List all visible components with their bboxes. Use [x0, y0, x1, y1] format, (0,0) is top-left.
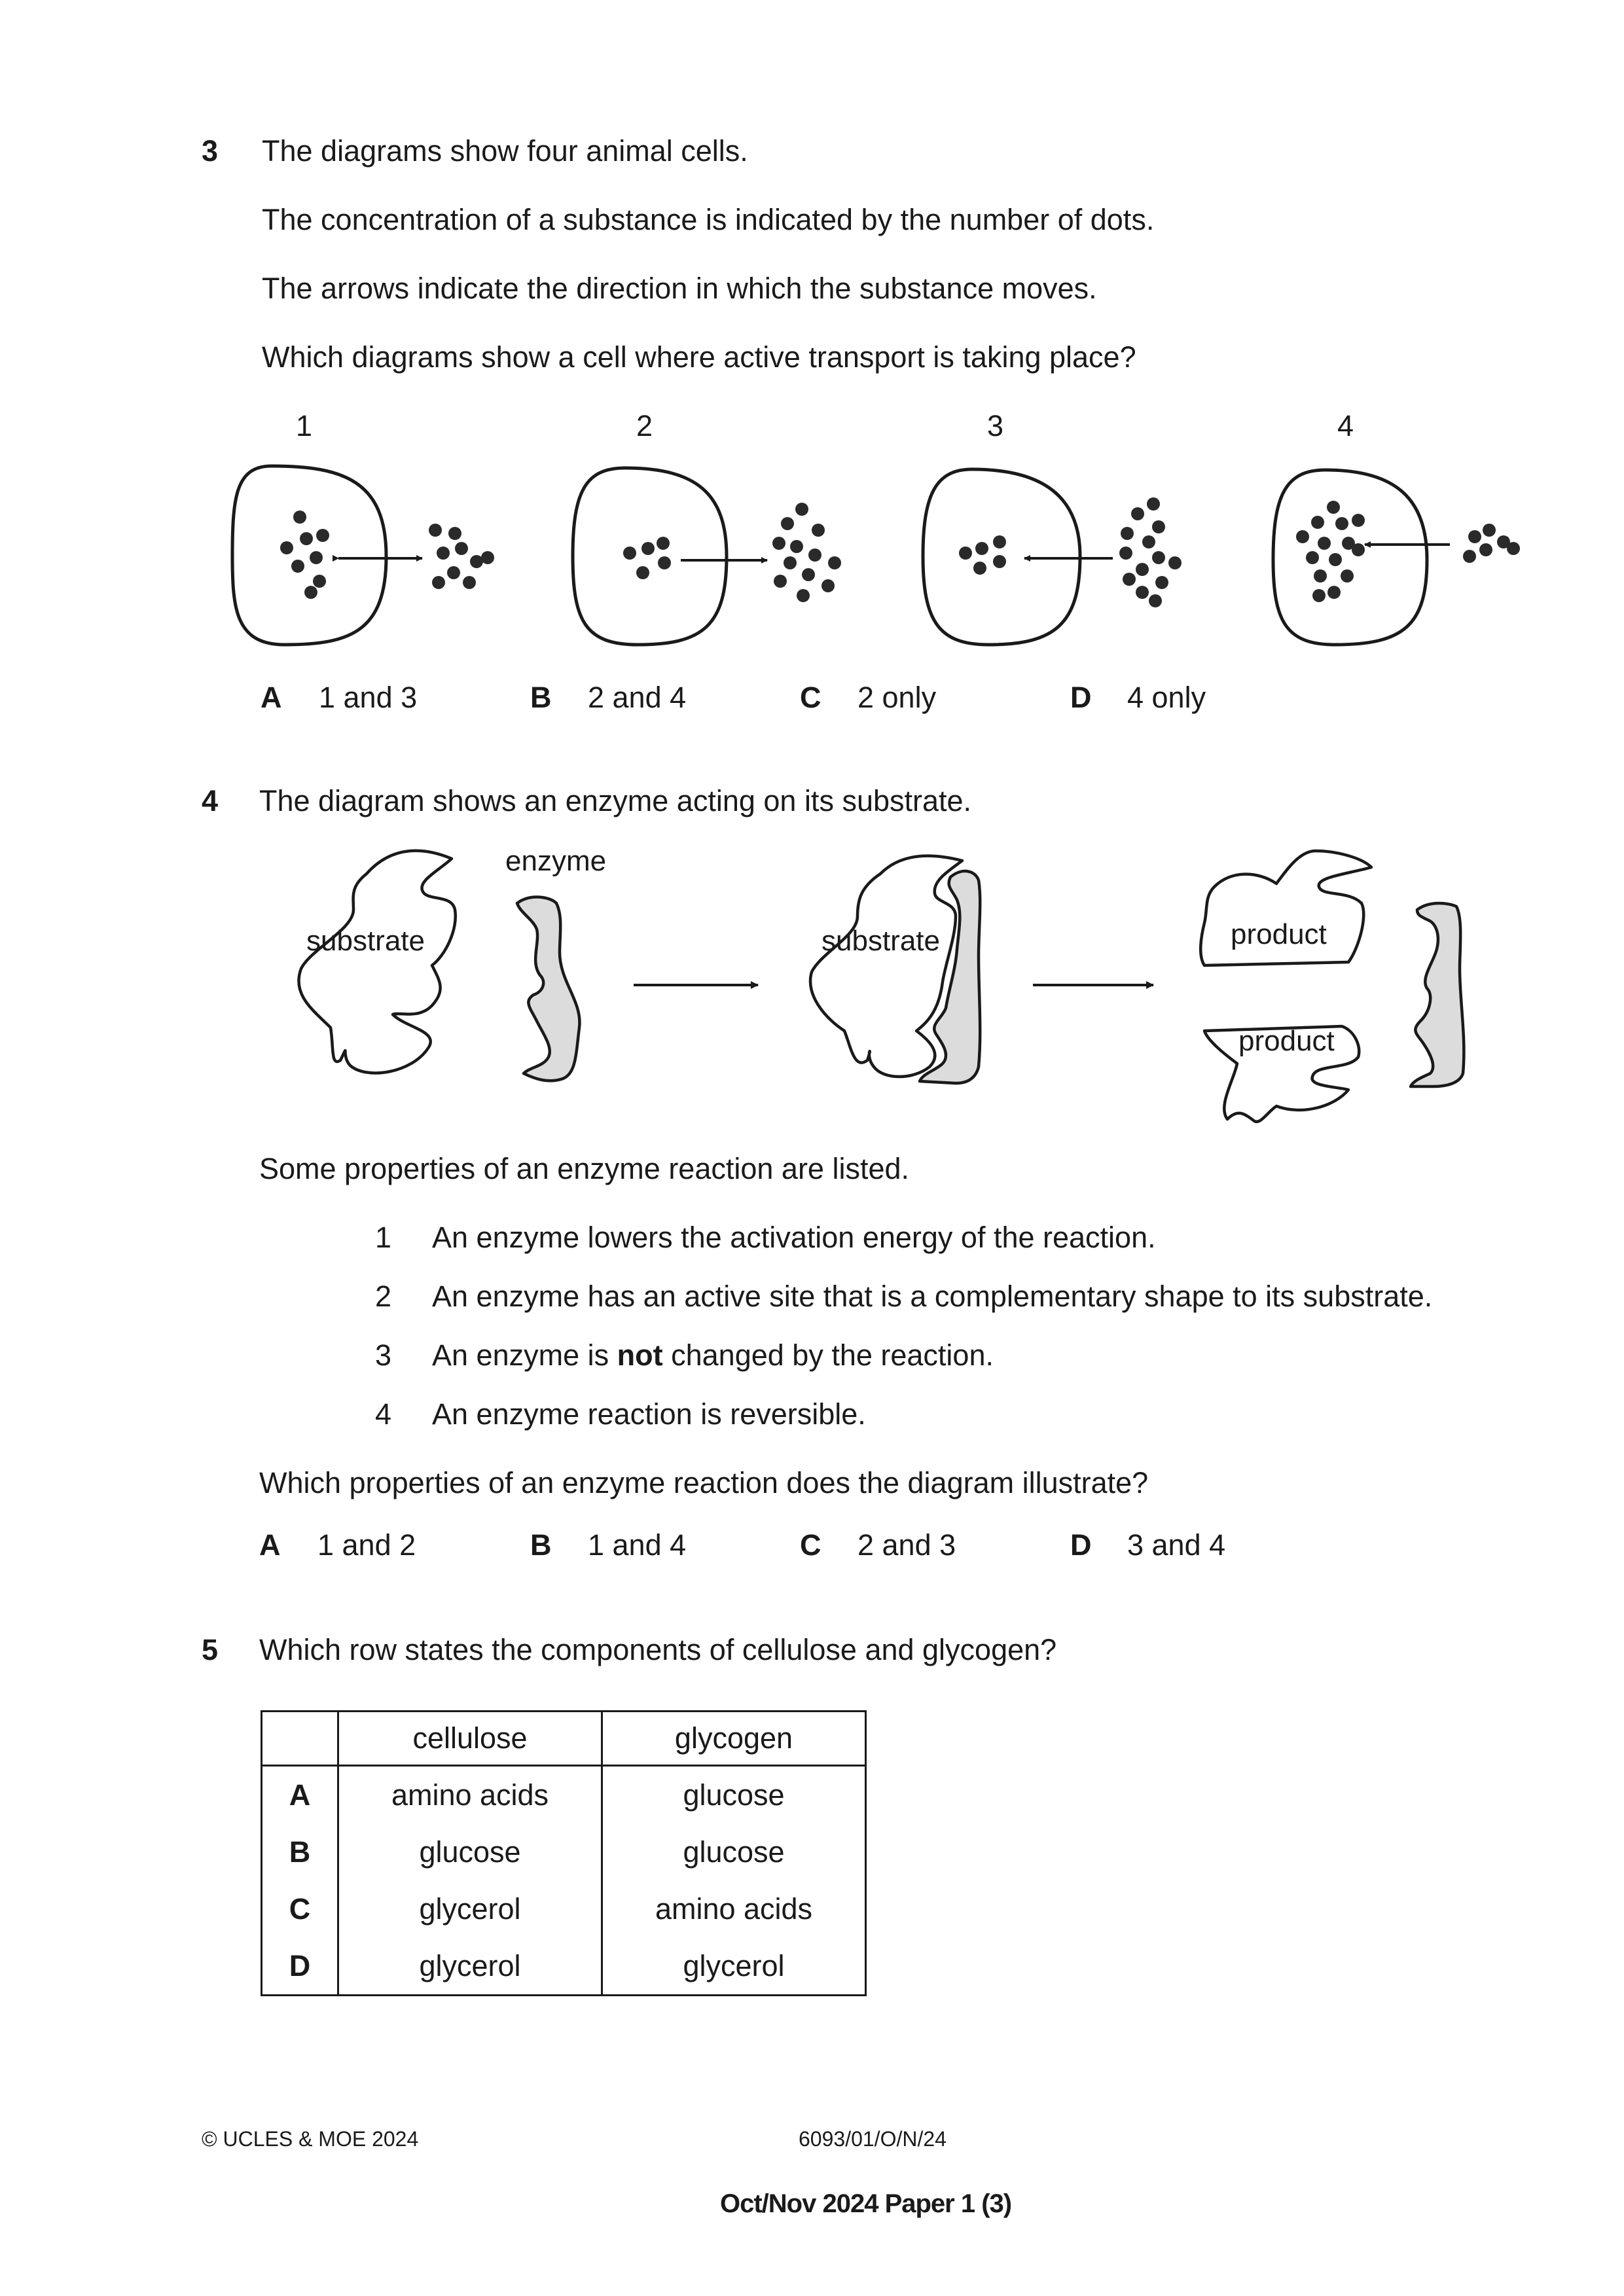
- property-2-number: 2: [375, 1280, 392, 1313]
- footer-stamp: Oct/Nov 2024 Paper 1 (3): [720, 2189, 1012, 2218]
- cell-diagram-label-3: 3: [987, 409, 1004, 442]
- table-header-cellulose: cellulose: [338, 1712, 602, 1766]
- property-3-number: 3: [375, 1338, 392, 1372]
- cell-diagram-label-1: 1: [296, 409, 313, 442]
- q3-option-d-letter: D: [1070, 681, 1092, 714]
- q3-option-b-text: 2 and 4: [588, 681, 687, 714]
- q3-line-1: The diagrams show four animal cells.: [262, 134, 748, 168]
- substrate-shape-1: [298, 851, 455, 1073]
- table-row: [262, 1766, 866, 1824]
- enzyme-label: enzyme: [505, 845, 607, 877]
- property-1-text: An enzyme lowers the activation energy of the reaction.: [432, 1221, 1156, 1254]
- product-label-2: product: [1238, 1025, 1335, 1057]
- q5-question: Which row states the components of cellulose and glycogen?: [259, 1633, 1057, 1666]
- row-cellulose: glycerol: [338, 1937, 602, 1996]
- q3-option-c-text: 2 only: [857, 681, 937, 714]
- q3-option-a-text: 1 and 3: [319, 681, 418, 714]
- q3-option-c-letter: C: [800, 681, 821, 714]
- row-glycogen: amino acids: [602, 1880, 866, 1937]
- q5-number: 5: [202, 1633, 219, 1666]
- q4-option-c-letter: C: [800, 1528, 821, 1562]
- q3-line-2: The concentration of a substance is indicated by the number of dots.: [262, 203, 1155, 236]
- q3-line-3: The arrows indicate the direction in which the substance moves.: [262, 272, 1097, 305]
- q4-list-intro: Some properties of an enzyme reaction are listed.: [259, 1152, 910, 1185]
- q4-option-d-text: 3 and 4: [1127, 1528, 1226, 1562]
- row-glycogen: glucose: [602, 1766, 866, 1824]
- substrate-label-1: substrate: [306, 925, 425, 957]
- q3-option-b-letter: B: [530, 681, 552, 714]
- q4-option-d-letter: D: [1070, 1528, 1092, 1562]
- substrate-label-2: substrate: [821, 925, 940, 957]
- q3-option-d-text: 4 only: [1127, 681, 1206, 714]
- product-label-1: product: [1231, 918, 1327, 950]
- cell-diagram-label-4: 4: [1337, 409, 1354, 442]
- row-letter: D: [262, 1937, 338, 1996]
- row-letter: B: [262, 1823, 338, 1880]
- enzyme-shape-1: [517, 897, 579, 1081]
- q4-option-b-text: 1 and 4: [588, 1528, 687, 1562]
- table-row: [262, 1937, 866, 1996]
- property-2-text: An enzyme has an active site that is a complementary shape to its substrate.: [432, 1280, 1433, 1313]
- table-row: [262, 1823, 866, 1880]
- row-cellulose: amino acids: [338, 1766, 602, 1824]
- row-letter: A: [262, 1766, 338, 1824]
- row-cellulose: glucose: [338, 1823, 602, 1880]
- q3-option-a-letter: A: [261, 681, 282, 714]
- row-letter: C: [262, 1880, 338, 1937]
- components-table: [261, 1710, 867, 1996]
- q4-question: Which properties of an enzyme reaction does the diagram illustrate?: [259, 1466, 1149, 1499]
- q4-option-b-letter: B: [530, 1528, 552, 1562]
- footer-paper-code: 6093/01/O/N/24: [799, 2127, 947, 2151]
- table-header-blank: [262, 1712, 338, 1766]
- property-3-text-post: changed by the reaction.: [671, 1338, 994, 1372]
- property-3-text-pre: An enzyme is: [432, 1338, 609, 1372]
- table-header-row: [262, 1712, 866, 1766]
- cell-diagram-label-2: 2: [636, 409, 653, 442]
- q3-number: 3: [202, 134, 219, 168]
- footer-copyright: © UCLES & MOE 2024: [202, 2127, 419, 2151]
- q4-option-a-text: 1 and 2: [317, 1528, 416, 1562]
- q4-option-c-text: 2 and 3: [857, 1528, 956, 1562]
- enzyme-shape-3: [1411, 903, 1464, 1086]
- property-3-text-bold: not: [617, 1338, 663, 1372]
- property-4-text: An enzyme reaction is reversible.: [432, 1397, 866, 1431]
- property-4-number: 4: [375, 1397, 392, 1431]
- row-glycogen: glucose: [602, 1823, 866, 1880]
- property-1-number: 1: [375, 1221, 392, 1254]
- row-glycogen: glycerol: [602, 1937, 866, 1996]
- q4-option-a-letter: A: [259, 1528, 281, 1562]
- q3-line-4: Which diagrams show a cell where active transport is taking place?: [262, 340, 1136, 374]
- q4-number: 4: [202, 784, 219, 817]
- table-header-glycogen: glycogen: [602, 1712, 866, 1766]
- property-3-text: [432, 1338, 994, 1372]
- q4-intro: The diagram shows an enzyme acting on its substrate.: [259, 784, 972, 817]
- substrate-shape-2: [810, 856, 962, 1077]
- table-row: [262, 1880, 866, 1937]
- row-cellulose: glycerol: [338, 1880, 602, 1937]
